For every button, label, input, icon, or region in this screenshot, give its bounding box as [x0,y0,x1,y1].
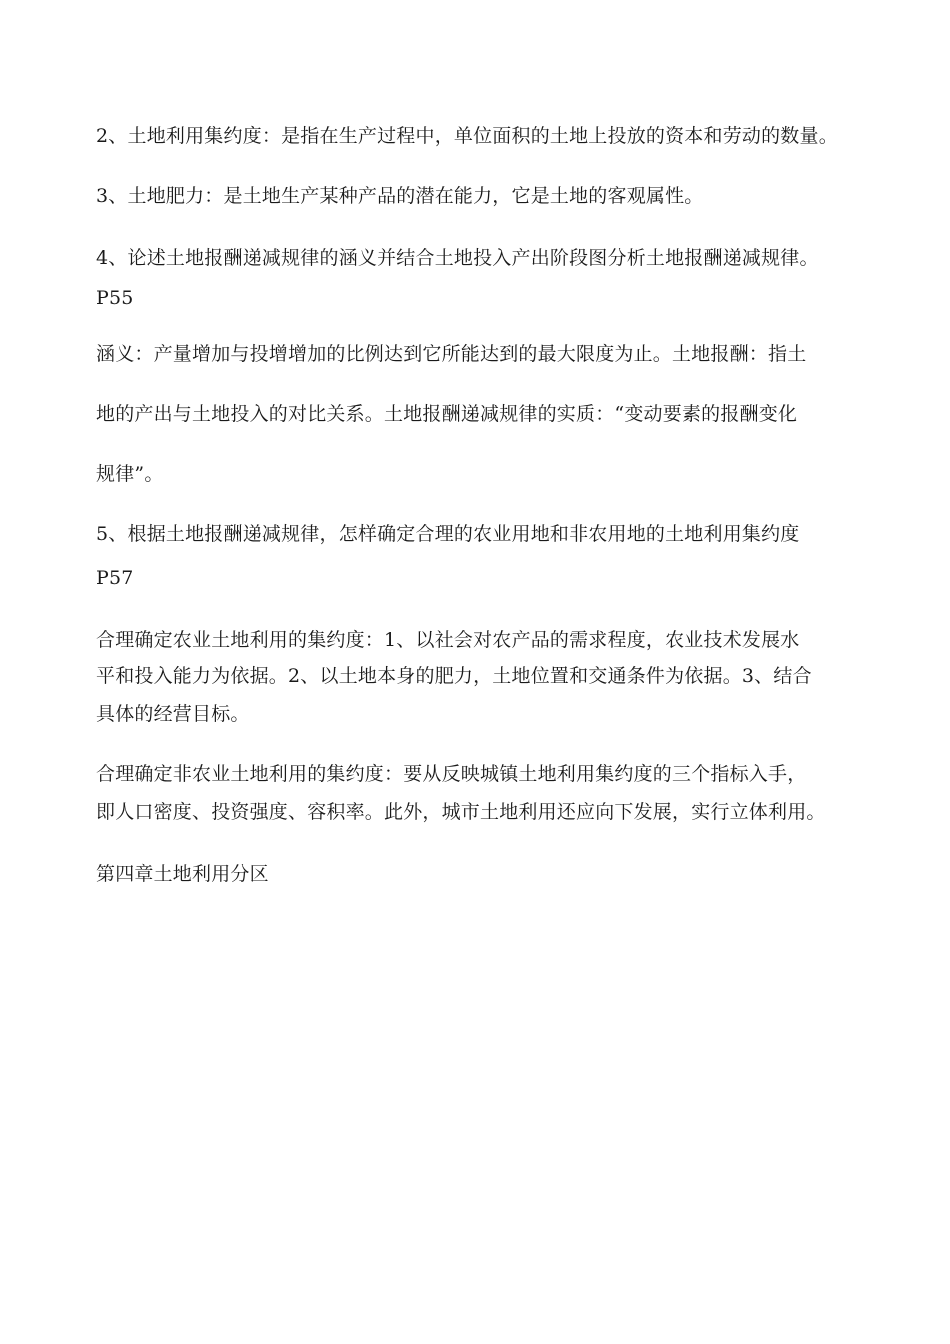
chapter-heading: 第四章土地利用分区 [96,863,269,885]
paragraph-item-3: 3、土地肥力：是土地生产某种产品的潜在能力，它是土地的客观属性。 [96,185,704,207]
answer-5-agri-line-2: 平和投入能力为依据。2、以土地本身的肥力，土地位置和交通条件为依据。3、结合 [96,665,812,687]
question-4-line-1: 4、论述土地报酬递减规律的涵义并结合土地投入产出阶段图分析土地报酬递减规律。 [96,247,819,269]
answer-5-agri-line-3: 具体的经营目标。 [96,703,250,725]
answer-4-line-2: 地的产出与土地投入的对比关系。土地报酬递减规律的实质：“变动要素的报酬变化 [96,403,798,425]
question-4-page-ref: P55 [96,287,134,309]
answer-5-nonagri-line-2: 即人口密度、投资强度、容积率。此外，城市土地利用还应向下发展，实行立体利用。 [96,801,826,823]
answer-4-line-3: 规律”。 [96,463,164,485]
answer-5-agri-line-1: 合理确定农业土地利用的集约度：1、以社会对农产品的需求程度，农业技术发展水 [96,629,800,651]
paragraph-item-2: 2、土地利用集约度：是指在生产过程中，单位面积的土地上投放的资本和劳动的数量。 [96,125,838,147]
answer-4-line-1: 涵义：产量增加与投增增加的比例达到它所能达到的最大限度为止。土地报酬：指土 [96,343,807,365]
question-5-page-ref: P57 [96,567,134,589]
question-5-line-1: 5、根据土地报酬递减规律，怎样确定合理的农业用地和非农用地的土地利用集约度 [96,523,800,545]
answer-5-nonagri-line-1: 合理确定非农业土地利用的集约度：要从反映城镇土地利用集约度的三个指标入手， [96,763,807,785]
